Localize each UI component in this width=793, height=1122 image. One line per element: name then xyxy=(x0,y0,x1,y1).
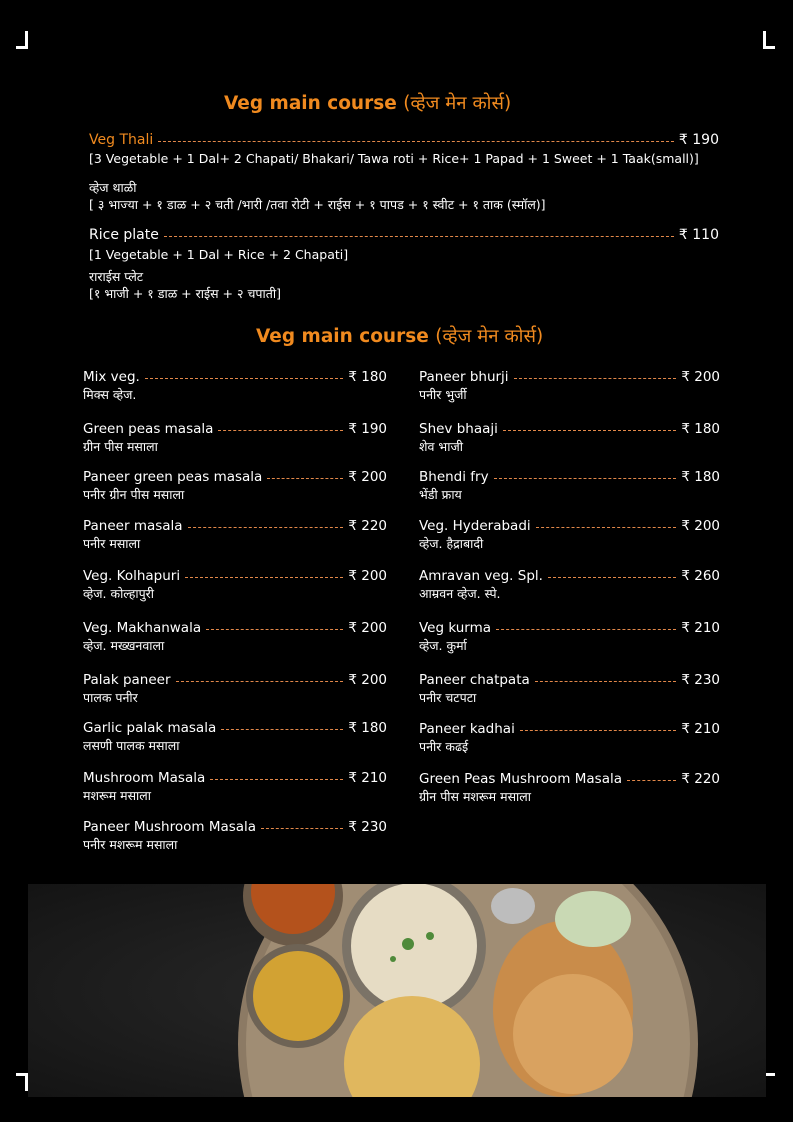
menu-item-name: Green peas masala xyxy=(83,421,214,437)
menu-item xyxy=(419,369,720,403)
leader-dots xyxy=(494,478,677,479)
menu-item-name: Paneer kadhai xyxy=(419,721,515,737)
menu-item-row xyxy=(83,819,387,835)
menu-item xyxy=(419,568,720,602)
section-title-mr: (व्हेज मेन कोर्स) xyxy=(403,93,512,114)
menu-item xyxy=(419,421,720,455)
menu-item-price: ₹ 180 xyxy=(348,369,387,385)
menu-item xyxy=(419,518,720,552)
menu-item xyxy=(419,620,720,654)
menu-item-name-mr: पनीर मसाला xyxy=(83,536,141,551)
thali-food-photo xyxy=(28,884,766,1097)
menu-item xyxy=(83,819,387,853)
menu-item-price: ₹ 220 xyxy=(681,771,720,787)
menu-item-name: Paneer green peas masala xyxy=(83,469,263,485)
menu-item-name: Paneer chatpata xyxy=(419,672,530,688)
menu-item-row xyxy=(83,770,387,786)
menu-item-name-mr: मिक्स व्हेज. xyxy=(83,387,137,402)
section-title-list xyxy=(256,323,543,348)
thali-name-mr: व्हेज थाळी xyxy=(89,180,137,195)
thali-row xyxy=(89,132,719,148)
rice-plate-row xyxy=(89,227,719,243)
menu-item-price: ₹ 180 xyxy=(681,469,720,485)
menu-item-price: ₹ 200 xyxy=(348,469,387,485)
menu-item-name-mr: ग्रीन पीस मसाला xyxy=(83,439,158,454)
menu-item-row xyxy=(83,568,387,584)
menu-item-price: ₹ 200 xyxy=(681,369,720,385)
menu-item-row xyxy=(419,568,720,584)
thali-desc-en: [3 Vegetable + 1 Dal+ 2 Chapati/ Bhakari/ Tawa roti + Rice+ 1 Papad + 1 Sweet + 1 Taak(small)] xyxy=(89,151,699,166)
menu-item-name-mr: व्हेज. कोल्हापुरी xyxy=(83,586,155,601)
menu-item-row xyxy=(83,672,387,688)
leader-dots xyxy=(503,430,676,431)
menu-item-row xyxy=(419,369,720,385)
menu-item-name: Mushroom Masala xyxy=(83,770,206,786)
corner-mark-top-right xyxy=(763,31,775,49)
menu-item xyxy=(83,518,387,552)
leader-dots xyxy=(627,780,676,781)
menu-item-row xyxy=(419,672,720,688)
menu-item-price: ₹ 190 xyxy=(348,421,387,437)
corner-mark-bottom-left xyxy=(16,1073,28,1091)
leader-dots xyxy=(267,478,343,479)
menu-item-row xyxy=(83,720,387,736)
menu-item-row xyxy=(83,369,387,385)
menu-item-name-mr: व्हेज. हैद्राबादी xyxy=(419,536,484,551)
rice-plate-desc-mr: [१ भाजी + १ डाळ + राईस + २ चपाती] xyxy=(89,286,281,301)
thali-desc-mr: [ ३ भाज्या + १ डाळ + २ चती /भारी /तवा रोटी + राईस + १ पापड + १ स्वीट + १ ताक (स्मॉल)] xyxy=(89,197,546,212)
menu-item-name-mr: लसणी पालक मसाला xyxy=(83,738,180,753)
dal-bowl xyxy=(253,951,343,1041)
section-title-mr: (व्हेज मेन कोर्स) xyxy=(435,326,544,347)
menu-item-price: ₹ 220 xyxy=(348,518,387,534)
menu-item-price: ₹ 180 xyxy=(348,720,387,736)
menu-item-name: Palak paneer xyxy=(83,672,171,688)
leader-dots xyxy=(164,236,674,237)
rice-plate-name-mr: राराईस प्लेट xyxy=(89,269,144,284)
menu-item-row xyxy=(419,421,720,437)
leader-dots xyxy=(176,681,344,682)
leader-dots xyxy=(158,141,674,142)
menu-item-name: Mix veg. xyxy=(83,369,140,385)
menu-item-name-mr: आम्रवन व्हेज. स्पे. xyxy=(419,586,501,601)
menu-item-name: Shev bhaaji xyxy=(419,421,498,437)
menu-item-name: Paneer Mushroom Masala xyxy=(83,819,257,835)
menu-item-row xyxy=(83,469,387,485)
leader-dots xyxy=(548,577,676,578)
menu-item xyxy=(83,620,387,654)
rice-bowl xyxy=(351,884,477,1009)
menu-item-name-mr: भेंडी फ्राय xyxy=(419,487,462,502)
menu-item-row xyxy=(419,620,720,636)
leader-dots xyxy=(218,430,343,431)
leader-dots xyxy=(185,577,343,578)
menu-item-price: ₹ 260 xyxy=(681,568,720,584)
menu-item-name: Veg kurma xyxy=(419,620,492,636)
menu-item-name: Paneer bhurji xyxy=(419,369,509,385)
menu-item-name-mr: पनीर मशरूम मसाला xyxy=(83,837,178,852)
menu-item xyxy=(83,720,387,754)
menu-item-price: ₹ 200 xyxy=(348,568,387,584)
menu-item-row xyxy=(419,518,720,534)
menu-item-name-mr: पनीर चटपटा xyxy=(419,690,477,705)
menu-item-price: ₹ 180 xyxy=(681,421,720,437)
spoon xyxy=(491,888,535,924)
menu-item-name: Amravan veg. Spl. xyxy=(419,568,543,584)
menu-item-name: Veg. Makhanwala xyxy=(83,620,202,636)
leader-dots xyxy=(210,779,343,780)
menu-item-name-mr: व्हेज. मख्खनवाला xyxy=(83,638,165,653)
rice-plate-price: ₹ 110 xyxy=(678,227,719,243)
leader-dots xyxy=(145,378,344,379)
menu-item xyxy=(419,721,720,755)
menu-item-price: ₹ 200 xyxy=(348,620,387,636)
menu-item-name: Bhendi fry xyxy=(419,469,489,485)
menu-item-name: Paneer masala xyxy=(83,518,183,534)
corner-mark-top-left xyxy=(16,31,28,49)
menu-item-price: ₹ 210 xyxy=(348,770,387,786)
thali-price: ₹ 190 xyxy=(678,132,719,148)
section-title-top xyxy=(224,90,511,115)
menu-item xyxy=(83,369,387,403)
menu-item-row xyxy=(83,421,387,437)
menu-item-price: ₹ 210 xyxy=(681,721,720,737)
leader-dots xyxy=(188,527,344,528)
menu-item-price: ₹ 210 xyxy=(681,620,720,636)
menu-item xyxy=(83,672,387,706)
menu-item-name-mr: पनीर भुर्जी xyxy=(419,387,467,402)
menu-item-price: ₹ 200 xyxy=(348,672,387,688)
menu-item xyxy=(419,771,720,805)
thali-name: Veg Thali xyxy=(89,132,154,148)
menu-item-price: ₹ 230 xyxy=(348,819,387,835)
menu-item xyxy=(83,421,387,455)
leader-dots xyxy=(514,378,677,379)
menu-item xyxy=(419,469,720,503)
menu-item-row xyxy=(83,620,387,636)
leader-dots xyxy=(496,629,676,630)
leader-dots xyxy=(520,730,677,731)
menu-item-price: ₹ 230 xyxy=(681,672,720,688)
menu-item-row xyxy=(83,518,387,534)
cucumber-salad xyxy=(555,891,631,947)
leader-dots xyxy=(206,629,343,630)
menu-item xyxy=(419,672,720,706)
leader-dots xyxy=(535,681,677,682)
menu-item-name: Green Peas Mushroom Masala xyxy=(419,771,622,787)
menu-item-name-mr: पनीर ग्रीन पीस मसाला xyxy=(83,487,185,502)
menu-item-name-mr: शेव भाजी xyxy=(419,439,463,454)
thali-illustration xyxy=(28,884,766,1097)
menu-item-name-mr: पालक पनीर xyxy=(83,690,138,705)
leader-dots xyxy=(221,729,343,730)
section-title-en: Veg main course xyxy=(256,326,429,347)
menu-item xyxy=(83,770,387,804)
menu-item-name: Veg. Hyderabadi xyxy=(419,518,531,534)
menu-item-name-mr: व्हेज. कुर्मा xyxy=(419,638,467,653)
rice-plate-name: Rice plate xyxy=(89,227,159,243)
menu-item-name-mr: मशरूम मसाला xyxy=(83,788,152,803)
menu-item-row xyxy=(419,771,720,787)
menu-item-name: Veg. Kolhapuri xyxy=(83,568,181,584)
menu-item xyxy=(83,469,387,503)
menu-item-row xyxy=(419,721,720,737)
section-title-en: Veg main course xyxy=(224,93,397,114)
rice-plate-desc-en: [1 Vegetable + 1 Dal + Rice + 2 Chapati] xyxy=(89,247,349,262)
menu-item-price: ₹ 200 xyxy=(681,518,720,534)
menu-item-name-mr: पनीर कढई xyxy=(419,739,469,754)
menu-item-name-mr: ग्रीन पीस मशरूम मसाला xyxy=(419,789,531,804)
menu-item-name: Garlic palak masala xyxy=(83,720,217,736)
menu-item-row xyxy=(419,469,720,485)
menu-item xyxy=(83,568,387,602)
leader-dots xyxy=(261,828,343,829)
leader-dots xyxy=(536,527,677,528)
